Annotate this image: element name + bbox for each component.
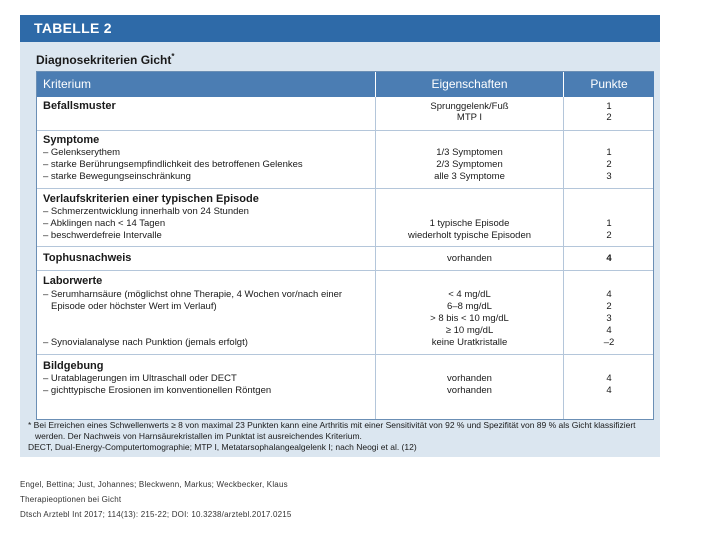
criteria-table	[36, 71, 654, 420]
points-cell: 4	[606, 373, 612, 384]
row-divider	[37, 270, 653, 271]
footnote-line: werden. Der Nachweis von Harnsäurekristallen im Punktat ist ausreichendes Kriterium.	[35, 431, 362, 441]
points-cell: 4	[606, 325, 612, 336]
row-divider	[37, 130, 653, 131]
prop-cell: > 8 bis < 10 mg/dL	[430, 313, 509, 324]
prop-cell: alle 3 Symptome	[434, 171, 505, 182]
row-heading-tophusnachweis: Tophusnachweis	[43, 252, 132, 264]
footnote-line: DECT, Dual-Energy-Computertomographie; MTP I, Metatarsophalangealgelenk I; nach Neogi et al. (12)	[28, 442, 417, 452]
points-cell: 4	[606, 289, 612, 300]
points-cell: 4	[606, 253, 612, 264]
points-cell: 2	[606, 112, 612, 123]
row-heading-laborwerte: Laborwerte	[43, 275, 103, 287]
criterion-item: – Uratablagerungen im Ultraschall oder DECT	[43, 373, 237, 384]
footnote-line: * Bei Erreichen eines Schwellenwerts ≥ 8 von maximal 23 Punkten kann eine Arthritis mit einer Sensitivität von 92 % und Spezifität von 89 % als Gicht klassifiziert	[28, 420, 636, 430]
points-cell: 4	[606, 385, 612, 396]
points-cell: 2	[606, 230, 612, 241]
criterion-item: – Synovialanalyse nach Punktion (jemals erfolgt)	[43, 337, 248, 348]
points-cell: 3	[606, 171, 612, 182]
points-cell: 1	[606, 101, 612, 112]
prop-cell: Sprunggelenk/Fuß	[430, 101, 509, 112]
citation-reference: Dtsch Arztebl Int 2017; 114(13): 215-22; DOI: 10.3238/arztebl.2017.0215	[20, 510, 292, 519]
prop-cell: 6–8 mg/dL	[447, 301, 492, 312]
criterion-item: – beschwerdefreie Intervalle	[43, 230, 162, 241]
prop-cell: 1 typische Episode	[429, 218, 510, 229]
prop-cell: vorhanden	[447, 385, 492, 396]
row-divider	[37, 354, 653, 355]
column-header-eigenschaften: Eigenschaften	[376, 72, 563, 97]
prop-cell: ≥ 10 mg/dL	[445, 325, 494, 336]
citation-title: Therapieoptionen bei Gicht	[20, 495, 122, 504]
prop-cell: MTP I	[456, 112, 483, 123]
row-divider	[37, 188, 653, 189]
citation-authors: Engel, Bettina; Just, Johannes; Bleckwenn, Markus; Weckbecker, Klaus	[20, 480, 288, 489]
column-header-kriterium: Kriterium	[37, 72, 375, 97]
prop-cell: < 4 mg/dL	[448, 289, 491, 300]
criterion-item: – Schmerzentwicklung innerhalb von 24 Stunden	[43, 206, 249, 217]
criterion-item: – Abklingen nach < 14 Tagen	[43, 218, 166, 229]
points-cell: 1	[606, 147, 612, 158]
row-heading-bildgebung: Bildgebung	[43, 360, 104, 372]
table-figure	[20, 15, 660, 457]
prop-cell: 2/3 Symptomen	[436, 159, 503, 170]
points-cell: –2	[603, 337, 615, 348]
criterion-item: Episode oder höchster Wert im Verlauf)	[51, 301, 217, 312]
prop-cell: keine Uratkristalle	[431, 337, 508, 348]
prop-cell: vorhanden	[447, 373, 492, 384]
points-cell: 2	[606, 301, 612, 312]
criterion-item: – Gelenkserythem	[43, 147, 121, 158]
table-title-text: Diagnosekriterien Gicht	[36, 53, 172, 67]
criterion-item: – Serumharnsäure (möglichst ohne Therapie, 4 Wochen vor/nach einer	[43, 289, 343, 300]
criterion-item: – starke Bewegungseinschränkung	[43, 171, 191, 182]
prop-cell: wiederholt typische Episoden	[407, 230, 532, 241]
row-heading-symptome: Symptome	[43, 134, 100, 146]
row-divider	[37, 246, 653, 247]
row-heading-befallsmuster: Befallsmuster	[43, 100, 116, 112]
points-cell: 3	[606, 313, 612, 324]
criterion-item: – gichttypische Erosionen im konventionellen Röntgen	[43, 385, 272, 396]
title-footnote-marker: *	[171, 52, 175, 61]
prop-cell: vorhanden	[447, 253, 492, 264]
table-header-bar	[20, 15, 660, 42]
points-cell: 2	[606, 159, 612, 170]
points-cell: 1	[606, 218, 612, 229]
source-citation	[20, 477, 292, 522]
criterion-item: – starke Berührungsempfindlichkeit des betroffenen Gelenkes	[43, 159, 303, 170]
prop-cell: 1/3 Symptomen	[436, 147, 503, 158]
column-header-punkte: Punkte	[564, 72, 654, 97]
table-title	[36, 52, 175, 67]
table-label: TABELLE 2	[34, 20, 112, 36]
row-heading-verlaufskriterien: Verlaufskriterien einer typischen Episode	[43, 193, 259, 205]
table-footnote	[28, 420, 656, 453]
